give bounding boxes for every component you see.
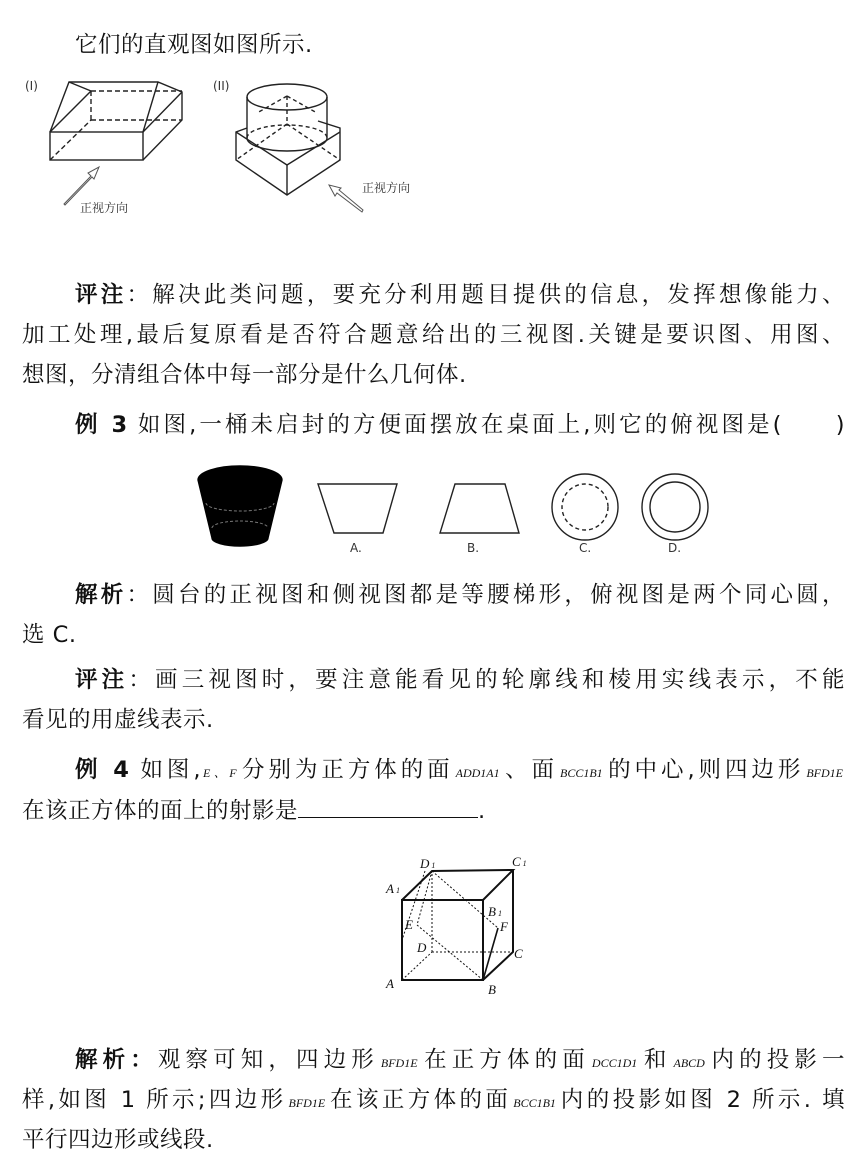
option-d-label: D. xyxy=(668,541,682,555)
option-a-label: A. xyxy=(350,541,362,555)
vertex-b1: B 1 xyxy=(488,904,502,919)
text-segment: 看见的用虚线表示. xyxy=(22,707,214,733)
text-segment: ：画三视图时，要注意能看见的轮廓线和棱用实线表示，不能 xyxy=(128,667,845,693)
text-segment: 选 C. xyxy=(22,622,77,648)
math-expression: ABCD xyxy=(673,1056,705,1070)
math-expression: BCC1B1 xyxy=(513,1096,556,1110)
text-segment: 分别为正方体的面 xyxy=(238,757,454,783)
math-expression: ADD1A1 xyxy=(455,766,500,780)
option-b-label: B. xyxy=(467,541,480,555)
vertex-d: D xyxy=(417,940,427,955)
text-segment: 加工处理,最后复原看是否符合题意给出的三视图.关键是要识图、用图、 xyxy=(22,322,845,348)
text-segment: 内的投影如图 2 所示. 填 xyxy=(557,1087,845,1113)
bold-label: 解析 xyxy=(75,582,127,608)
math-expression: BCC1B1 xyxy=(559,766,603,780)
direction-label-ii: 正视方向 xyxy=(362,181,411,195)
bold-label: 评注 xyxy=(75,282,127,308)
math-expression: DCC1D1 xyxy=(591,1056,638,1070)
option-c-label: C. xyxy=(579,541,592,555)
vertex-c1: C 1 xyxy=(512,854,527,869)
bold-label: 评注 xyxy=(75,667,129,693)
vertex-c: C xyxy=(514,946,523,961)
bold-label: 解析： xyxy=(75,1047,158,1073)
vertex-d1: D 1 xyxy=(420,856,436,871)
math-expression: E、F xyxy=(203,766,237,780)
vertex-a: A xyxy=(386,976,394,991)
figure-cylinder-box-ii xyxy=(213,79,410,212)
option-b-trapezoid xyxy=(440,484,519,533)
figure-label-ii: (II) xyxy=(213,79,230,93)
arrow-icon xyxy=(64,167,99,205)
vertex-b: B xyxy=(488,982,496,997)
text-segment: 内的投影一 xyxy=(706,1047,845,1073)
text-segment: 观察可知，四边形 xyxy=(157,1047,379,1073)
vertex-a1: A 1 xyxy=(386,881,400,896)
text-segment: . xyxy=(478,798,486,824)
option-a-trapezoid xyxy=(318,484,397,533)
math-expression: BFD1E xyxy=(806,766,843,780)
text-segment: 想图，分清组合体中每一部分是什么几何体. xyxy=(22,362,467,388)
text-segment: 它们的直观图如图所示. xyxy=(75,32,313,58)
text-segment: 如图,一桶未启封的方便面摆放在桌面上,则它的俯视图是( ) xyxy=(127,412,845,438)
text-segment: 平行四边形或线段. xyxy=(22,1127,214,1153)
text-segment: 在该正方体的面上的射影是 xyxy=(22,798,299,824)
math-expression: BFD1E xyxy=(288,1096,326,1110)
figure-label-i: (I) xyxy=(25,79,38,93)
text-segment: 的中心,则四边形 xyxy=(604,757,805,783)
figure-prism-i xyxy=(25,79,182,215)
noodle-bucket-image xyxy=(198,466,282,546)
bold-label: 例 4 xyxy=(75,757,130,783)
text-segment: ：圆台的正视图和侧视图都是等腰梯形，俯视图是两个同心圆， xyxy=(126,582,845,608)
math-expression: BFD1E xyxy=(380,1056,418,1070)
figure-cube xyxy=(385,854,527,997)
bold-label: 例 3 xyxy=(75,412,128,438)
text-segment: ：解决此类问题，要充分利用题目提供的信息，发挥想像能力、 xyxy=(126,282,845,308)
text-segment: 在正方体的面 xyxy=(419,1047,590,1073)
vertex-f: F xyxy=(500,919,508,934)
direction-label-i: 正视方向 xyxy=(80,201,129,215)
text-segment: 和 xyxy=(639,1047,672,1073)
option-d-circles xyxy=(642,474,708,540)
figure-example-3 xyxy=(198,466,708,555)
text-segment: 在该正方体的面 xyxy=(327,1087,512,1113)
text-segment: 样,如图 1 所示;四边形 xyxy=(22,1087,287,1113)
text-segment: 、面 xyxy=(501,757,558,783)
vertex-e: E xyxy=(405,917,413,932)
text-segment: 如图, xyxy=(129,757,202,783)
arrow-icon xyxy=(329,185,363,212)
